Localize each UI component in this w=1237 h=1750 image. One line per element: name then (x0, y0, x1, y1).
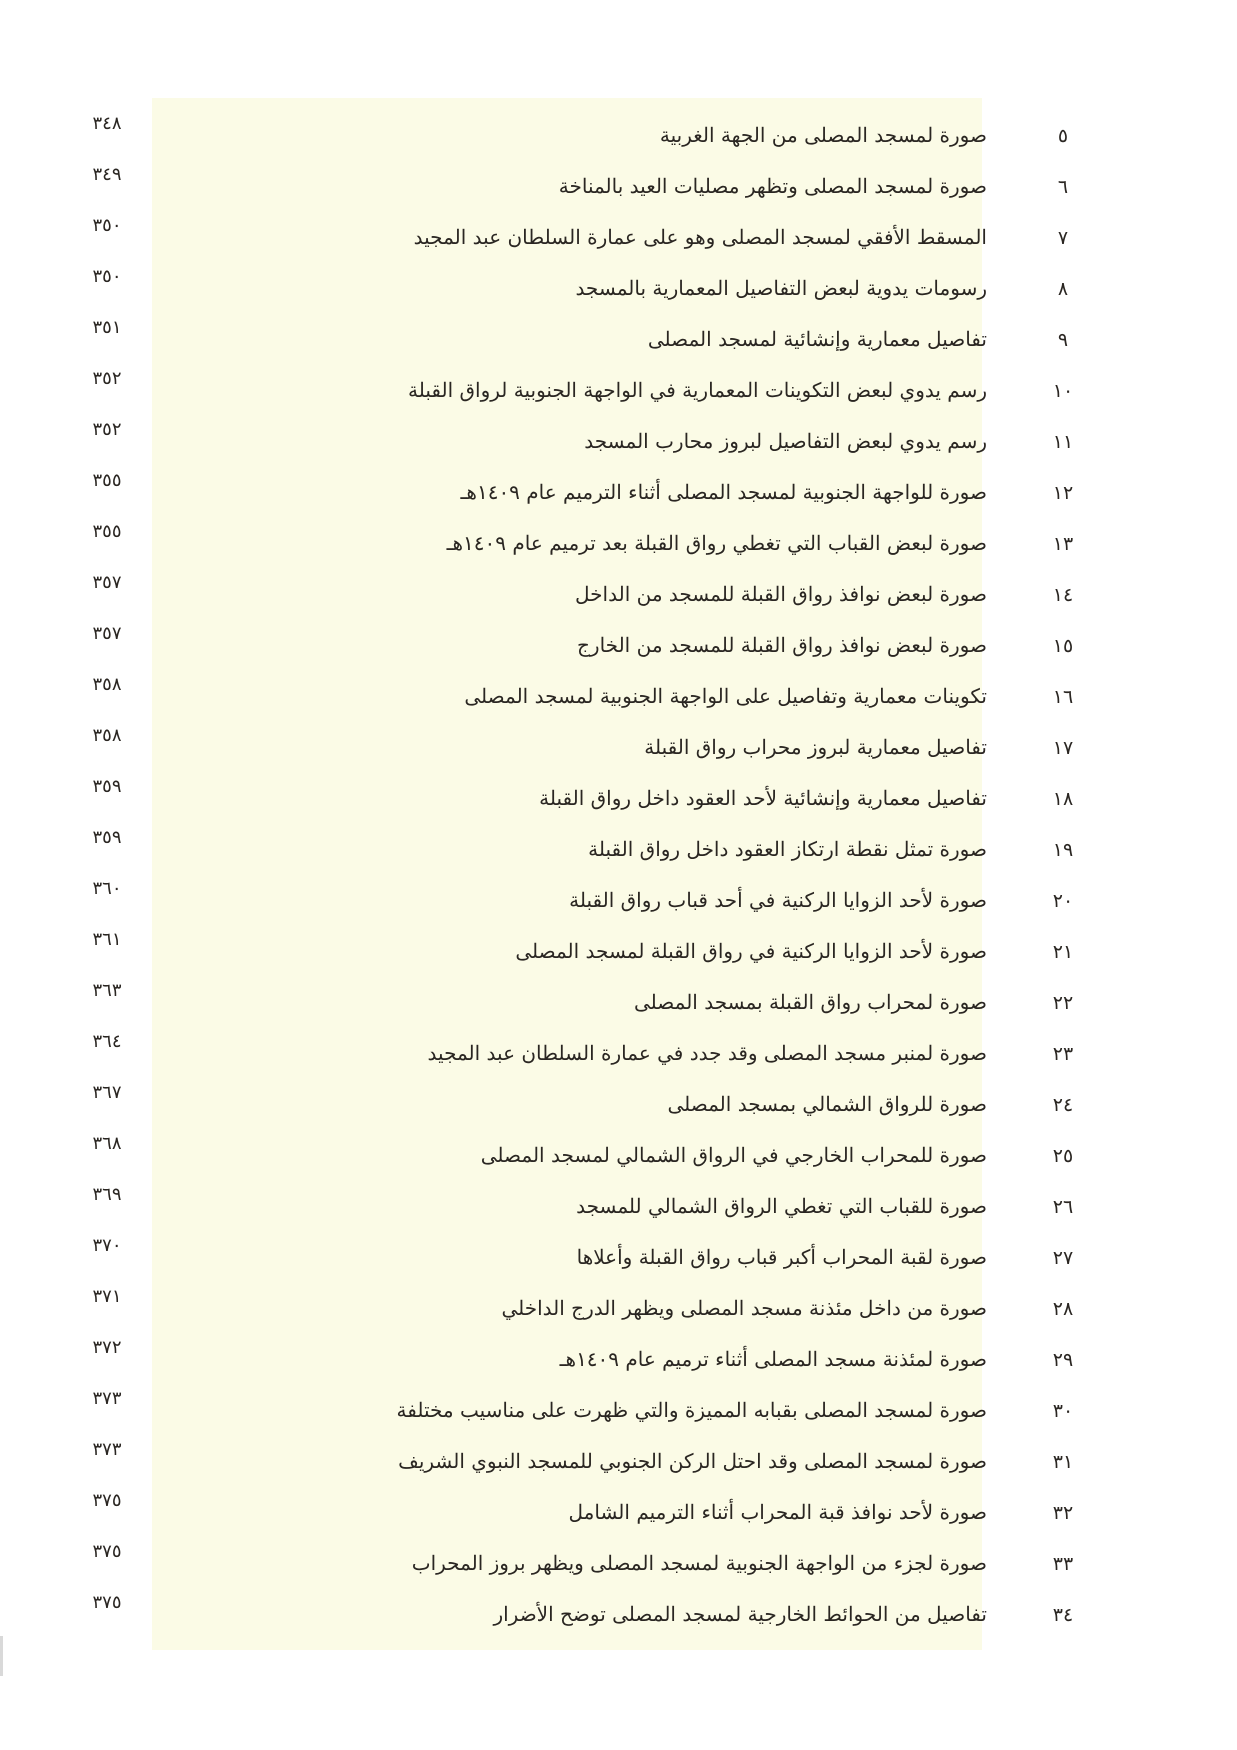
page-number: ٣٦١ (92, 929, 122, 950)
toc-row (0, 927, 1237, 978)
figure-number: ١٧ (1052, 737, 1074, 759)
figure-title: صورة للقباب التي تغطي الرواق الشمالي للمسجد (576, 1194, 987, 1218)
figure-number: ٥ (1057, 125, 1069, 147)
figure-number: ٣٢ (1052, 1502, 1074, 1524)
scan-edge-mark (0, 1636, 3, 1676)
toc-row (0, 162, 1237, 213)
figure-number: ٦ (1057, 176, 1069, 198)
toc-row (0, 1437, 1237, 1488)
figure-title: تفاصيل من الحوائط الخارجية لمسجد المصلى توضح الأضرار (493, 1602, 987, 1626)
figure-number: ٢٣ (1052, 1043, 1074, 1065)
page-number: ٣٥٧ (92, 623, 122, 644)
toc-row (0, 672, 1237, 723)
figure-title: صورة للواجهة الجنوبية لمسجد المصلى أثناء الترميم عام ١٤٠٩هـ (460, 480, 987, 504)
figure-number: ٢٢ (1052, 992, 1074, 1014)
figure-number: ٣٤ (1052, 1604, 1074, 1626)
page-number: ٣٧٣ (92, 1388, 122, 1409)
page-number: ٣٧٥ (92, 1541, 122, 1562)
figure-title: تفاصيل معمارية وإنشائية لمسجد المصلى (647, 327, 987, 351)
figure-title: رسم يدوي لبعض التفاصيل لبروز محارب المسجد (584, 429, 987, 453)
page-number: ٣٦٩ (92, 1184, 122, 1205)
page-number: ٣٥١ (92, 317, 122, 338)
toc-row (0, 468, 1237, 519)
figure-number: ١٨ (1052, 788, 1074, 810)
toc-row (0, 1590, 1237, 1641)
toc-row (0, 570, 1237, 621)
figure-title: تفاصيل معمارية لبروز محراب رواق القبلة (644, 735, 987, 759)
page-number: ٣٥٠ (92, 266, 122, 287)
toc-row (0, 1131, 1237, 1182)
figure-title: صورة تمثل نقطة ارتكاز العقود داخل رواق القبلة (588, 837, 987, 861)
figure-title: صورة لأحد نوافذ قبة المحراب أثناء الترميم الشامل (568, 1500, 987, 1524)
figure-title: صورة للمحراب الخارجي في الرواق الشمالي لمسجد المصلى (480, 1143, 987, 1167)
figure-title: صورة لمسجد المصلى من الجهة الغربية (659, 123, 987, 147)
page-number: ٣٥٩ (92, 776, 122, 797)
page-number: ٣٧٠ (92, 1235, 122, 1256)
toc-row (0, 519, 1237, 570)
figure-title: رسومات يدوية لبعض التفاصيل المعمارية بالمسجد (575, 276, 987, 300)
toc-row (0, 111, 1237, 162)
figure-number: ١٥ (1052, 635, 1074, 657)
page-number: ٣٥٥ (92, 470, 122, 491)
figure-title: صورة لبعض نوافذ رواق القبلة للمسجد من الخارج (577, 633, 987, 657)
toc-row (0, 876, 1237, 927)
page-number: ٣٦٤ (92, 1031, 122, 1052)
toc-row (0, 978, 1237, 1029)
figure-number: ٣١ (1052, 1451, 1074, 1473)
figure-number: ٢٤ (1052, 1094, 1074, 1116)
toc-row (0, 1233, 1237, 1284)
figure-number: ١٠ (1052, 380, 1074, 402)
toc-row (0, 366, 1237, 417)
toc-row (0, 1284, 1237, 1335)
figure-number: ١٩ (1052, 839, 1074, 861)
toc-row (0, 1539, 1237, 1590)
page-number: ٣٧٣ (92, 1439, 122, 1460)
page-number: ٣٥٨ (92, 674, 122, 695)
toc-row (0, 723, 1237, 774)
figure-number: ٢٨ (1052, 1298, 1074, 1320)
page-number: ٣٥٢ (92, 419, 122, 440)
page-number: ٣٤٨ (92, 113, 122, 134)
page-number: ٣٦٨ (92, 1133, 122, 1154)
figure-title: رسم يدوي لبعض التكوينات المعمارية في الواجهة الجنوبية لرواق القبلة (408, 378, 987, 402)
figure-number: ٧ (1057, 227, 1069, 249)
figure-number: ١٣ (1052, 533, 1074, 555)
figure-title: صورة لمسجد المصلى وقد احتل الركن الجنوبي للمسجد النبوي الشريف (398, 1449, 987, 1473)
page-number: ٣٥٧ (92, 572, 122, 593)
page-number: ٣٥٢ (92, 368, 122, 389)
figure-number: ٢٩ (1052, 1349, 1074, 1371)
figure-title: صورة للرواق الشمالي بمسجد المصلى (667, 1092, 987, 1116)
figure-number: ٢٦ (1052, 1196, 1074, 1218)
toc-row (0, 1488, 1237, 1539)
toc-row (0, 213, 1237, 264)
figure-number: ١٢ (1052, 482, 1074, 504)
toc-row (0, 1029, 1237, 1080)
figure-title: صورة لجزء من الواجهة الجنوبية لمسجد المصلى ويظهر بروز المحراب (411, 1551, 987, 1575)
toc-row (0, 825, 1237, 876)
figure-number: ١٤ (1052, 584, 1074, 606)
page-number: ٣٥٩ (92, 827, 122, 848)
page-number: ٣٧٢ (92, 1337, 122, 1358)
figure-number: ٢٧ (1052, 1247, 1074, 1269)
figure-title: صورة لأحد الزوايا الركنية في رواق القبلة لمسجد المصلى (515, 939, 987, 963)
figure-number: ٩ (1057, 329, 1069, 351)
page-number: ٣٦٣ (92, 980, 122, 1001)
figure-title: تكوينات معمارية وتفاصيل على الواجهة الجنوبية لمسجد المصلى (464, 684, 987, 708)
figure-title: صورة من داخل مئذنة مسجد المصلى ويظهر الدرج الداخلي (501, 1296, 987, 1320)
figure-number: ٢٠ (1052, 890, 1074, 912)
figure-number: ٣٣ (1052, 1553, 1074, 1575)
page-number: ٣٧٥ (92, 1490, 122, 1511)
toc-row (0, 621, 1237, 672)
figure-number: ١٦ (1052, 686, 1074, 708)
figure-title: صورة لبعض القباب التي تغطي رواق القبلة بعد ترميم عام ١٤٠٩هـ (446, 531, 987, 555)
figure-number: ٢٥ (1052, 1145, 1074, 1167)
toc-row (0, 1080, 1237, 1131)
page-number: ٣٧٥ (92, 1592, 122, 1613)
figure-title: صورة لمنبر مسجد المصلى وقد جدد في عمارة السلطان عبد المجيد (427, 1041, 987, 1065)
figure-title: صورة لمئذنة مسجد المصلى أثناء ترميم عام ١٤٠٩هـ (559, 1347, 987, 1371)
figure-title: صورة لمحراب رواق القبلة بمسجد المصلى (634, 990, 987, 1014)
toc-row (0, 417, 1237, 468)
figure-title: تفاصيل معمارية وإنشائية لأحد العقود داخل رواق القبلة (539, 786, 987, 810)
page-number: ٣٥٨ (92, 725, 122, 746)
figure-title: المسقط الأفقي لمسجد المصلى وهو على عمارة السلطان عبد المجيد (413, 225, 987, 249)
page-number: ٣٦٧ (92, 1082, 122, 1103)
toc-row (0, 774, 1237, 825)
toc-row (0, 264, 1237, 315)
page-number: ٣٥٠ (92, 215, 122, 236)
page-number: ٣٤٩ (92, 164, 122, 185)
figure-number: ١١ (1052, 431, 1074, 453)
figure-title: صورة لقبة المحراب أكبر قباب رواق القبلة وأعلاها (576, 1245, 987, 1269)
figure-title: صورة لمسجد المصلى وتظهر مصليات العيد بالمناخة (558, 174, 987, 198)
figure-number: ٨ (1057, 278, 1069, 300)
figure-title: صورة لبعض نوافذ رواق القبلة للمسجد من الداخل (575, 582, 987, 606)
figure-number: ٢١ (1052, 941, 1074, 963)
page-number: ٣٦٠ (92, 878, 122, 899)
figure-title: صورة لأحد الزوايا الركنية في أحد قباب رواق القبلة (569, 888, 987, 912)
page-number: ٣٧١ (92, 1286, 122, 1307)
toc-row (0, 1182, 1237, 1233)
toc-row (0, 1386, 1237, 1437)
figure-title: صورة لمسجد المصلى بقبابه المميزة والتي ظهرت على مناسيب مختلفة (396, 1398, 987, 1422)
toc-row (0, 1335, 1237, 1386)
toc-row (0, 315, 1237, 366)
figure-number: ٣٠ (1052, 1400, 1074, 1422)
page-number: ٣٥٥ (92, 521, 122, 542)
